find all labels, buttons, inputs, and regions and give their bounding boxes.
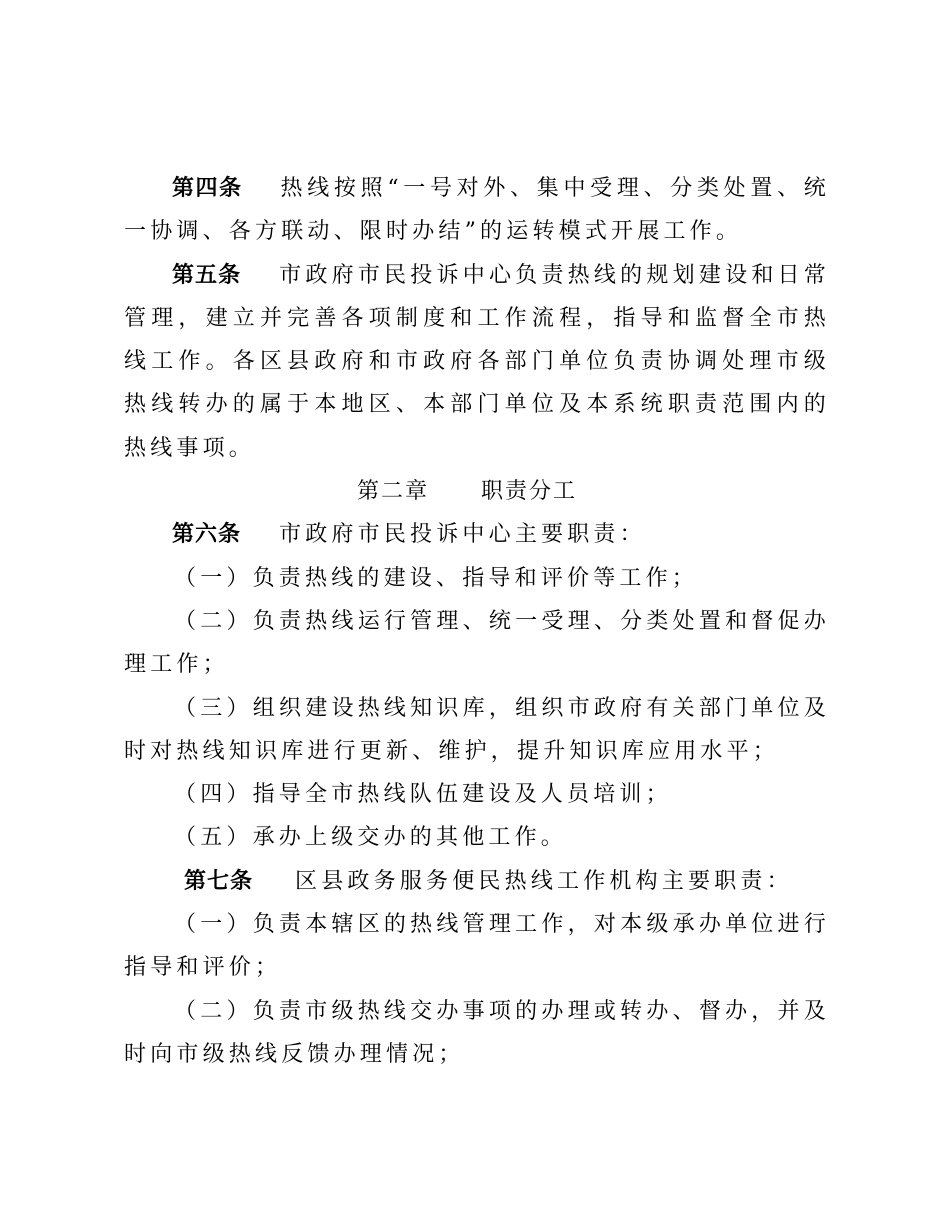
article-6-item-2: （二）负责热线运行管理、统一受理、分类处置和督促办理工作； [124, 608, 830, 678]
article-6-item-4: （四）指导全市热线队伍建设及人员培训； [174, 782, 672, 808]
chapter-title: 职责分工 [481, 479, 578, 505]
article-6 [124, 513, 830, 556]
article-4-label: 第四条 [172, 176, 243, 201]
chapter-heading [124, 470, 830, 513]
article-6-text: 市政府市民投诉中心主要职责： [279, 522, 646, 548]
article-5 [124, 254, 830, 470]
article-7-item-2: （二）负责市级热线交办事项的办理或转办、督办，并及时向市级热线反馈办理情况； [124, 998, 830, 1067]
article-6-item-3: （三）组织建设热线知识库，组织市政府有关部门单位及时对热线知识库进行更新、维护，提升知识库应用水平； [124, 695, 830, 764]
chapter-number: 第二章 [356, 479, 429, 505]
article-6-item-5: （五）承办上级交办的其他工作。 [174, 825, 568, 851]
article-6-label: 第六条 [172, 522, 242, 548]
article-7-item-1: （一）负责本辖区的热线管理工作，对本级承办单位进行指导和评价； [124, 912, 830, 981]
article-5-text: 市政府市民投诉中心负责热线的规划建设和日常管理，建立并完善各项制度和工作流程，指导和监督全市热线工作。各区县政府和市政府各部门单位负责协调处理市级热线转办的属于本地区、本部门单位及本系统职责范围内的热线事项。 [124, 262, 830, 461]
article-6-item-1: （一）负责热线的建设、指导和评价等工作； [174, 565, 699, 591]
article-7-label: 第七条 [184, 868, 254, 894]
document-body [124, 167, 830, 1076]
article-4-text: 热线按照“一号对外、集中受理、分类处置、统一协调、各方联动、限时办结”的运转模式开展工作。 [124, 176, 830, 245]
article-7-text: 区县政务服务便民热线工作机构主要职责： [295, 868, 793, 894]
article-5-label: 第五条 [172, 262, 242, 288]
article-7 [124, 860, 830, 903]
article-4 [124, 167, 830, 254]
